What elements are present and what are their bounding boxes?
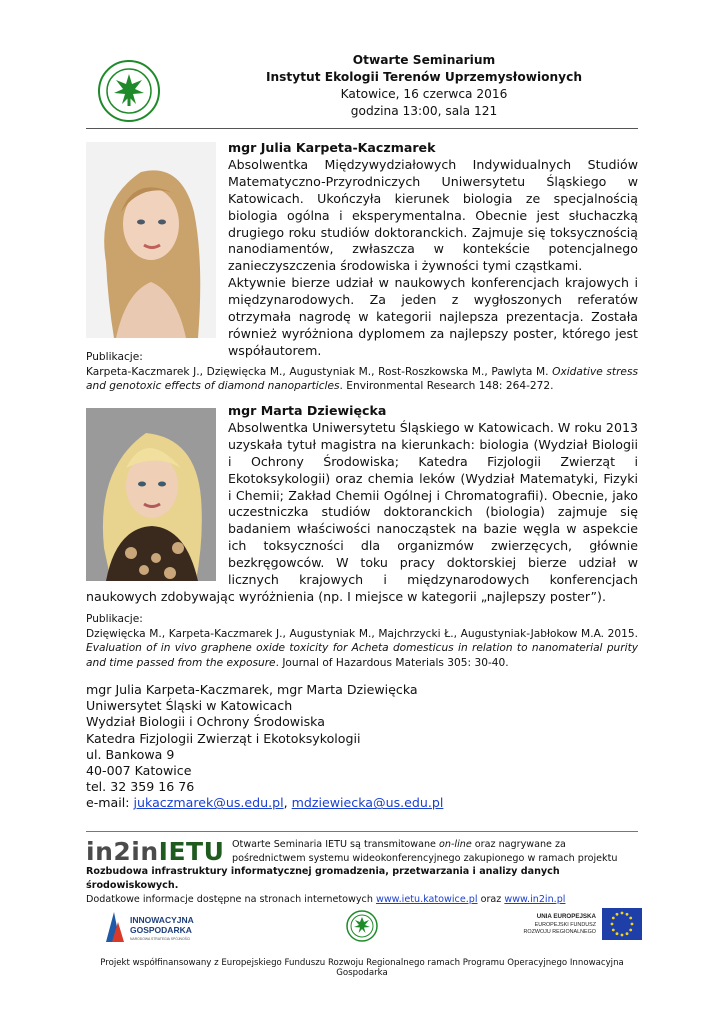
photo-julia-karpeta-kaczmarek — [86, 142, 216, 338]
email-link-julia[interactable]: jukaczmarek@us.edu.pl — [133, 795, 284, 811]
ig-line1: INNOWACYJNA — [130, 915, 194, 925]
brand-part1: in2in — [86, 837, 159, 866]
person-name: mgr Marta Dziewięcka — [228, 403, 387, 418]
publications-label: Publikacje: — [86, 351, 143, 363]
eu-line1: UNIA EUROPEJSKA — [536, 913, 596, 920]
link-ietu[interactable]: www.ietu.katowice.pl — [375, 894, 478, 905]
publications-label: Publikacje: — [86, 613, 143, 625]
footer-online: on-line — [439, 839, 472, 850]
footer-text-b: oraz nagrywane za pośrednictwem systemu wideokonferencyjnego zakupionego w ramach projektu — [232, 839, 618, 864]
brand-part2: IETU — [158, 837, 225, 866]
email-separator: , — [283, 795, 292, 811]
institute-name: Instytut Ekologii Terenów Uprzemysłowionych — [265, 70, 583, 84]
footer-divider — [86, 831, 638, 832]
eu-line3: ROZWOJU REGIONALNEGO — [523, 929, 596, 935]
seminar-header — [200, 52, 648, 120]
contact-faculty: Wydział Biologii i Ochrony Środowiska — [86, 714, 325, 730]
bio-paragraph: Absolwentka Uniwersytetu Śląskiego w Katowicach. W roku 2013 uzyskała tytuł magistra na kierunkach: biologia (Wydział Biologii i Ochrony Środowiska; Katedra Fizjologii Zwierząt i Ekotoksykologii) oraz chemia leków (Wydział Matematyki, Fizyki i Chemii; Zakład Chemii Ogólnej i Chromatografii). Obecnie, jako uczestniczka studiów doktoranckich (biologia) zajmuje się badaniem właściwości nanocząstek na bazie węgla w aspekcie ich toksyczności dla organizmów zwierzęcych, głównie bezkręgowców. W toku pracy doktorskiej bierze udział w licznych krajowych i międzynarodowych konferencjach naukowych zdobywając wyróżnienia (np. I miejsce w kategorii „najlepszy poster”). — [86, 419, 638, 604]
cofinance-note: Projekt współfinansowany z Europejskiego Funduszu Rozwoju Regionalnego ramach Programu Operacyjnego Innowacyjna Gospodarka — [100, 958, 624, 978]
link-separator: oraz — [477, 894, 505, 905]
footer-transmission-note — [232, 838, 642, 866]
email-link-marta[interactable]: mdziewiecka@us.edu.pl — [291, 795, 444, 811]
eu-line2: EUROPEJSKI FUNDUSZ — [534, 922, 596, 928]
ig-line3: NARODOWA STRATEGIA SPÓJNOŚCI — [130, 937, 191, 941]
contact-university: Uniwersytet Śląski w Katowicach — [86, 698, 293, 714]
link-in2in[interactable]: www.in2in.pl — [504, 894, 566, 905]
bio-paragraph: Aktywnie bierze udział w naukowych konferencjach krajowych i międzynarodowych. Za jeden z wygłoszonych referatów otrzymała nagrodę w kategorii najlepsza prezentacja. Została również wyróżniona dyplomem za najlepszy poster, którego jest współautorem. — [228, 275, 638, 358]
innowacyjna-gospodarka-logo — [104, 908, 216, 944]
publication-authors: Karpeta-Kaczmarek J., Dzięwięcka M., Augustyniak M., Rost-Roszkowska M., Pawlyta M. — [86, 365, 553, 378]
ig-line2: GOSPODARKA — [130, 925, 192, 935]
publication-title: Evaluation of in vivo graphene oxide toxicity for Acheta domesticus in relation to nanomaterial purity and time passed from the exposure — [86, 642, 638, 669]
footer-project-info — [86, 865, 646, 907]
bio-marta — [86, 403, 638, 606]
contact-email-line — [86, 795, 506, 811]
contact-street: ul. Bankowa 9 — [86, 746, 175, 762]
contact-department: Katedra Fizjologii Zwierząt i Ekotoksykologii — [86, 730, 361, 746]
seminar-title: Otwarte Seminarium — [352, 53, 496, 67]
publications-julia — [86, 350, 638, 394]
ietu-logo-small — [346, 910, 378, 942]
header-divider — [86, 128, 638, 129]
eu-logo — [500, 906, 644, 944]
person-name: mgr Julia Karpeta-Kaczmarek — [228, 140, 436, 155]
bio-paragraph: Absolwentka Międzywydziałowych Indywidualnych Studiów Matematyczno-Przyrodniczych Uniwersytetu Śląskiego w Katowicach. Ukończyła kierunek biologia ze specjalnością biologia ogólna i eksperymentalna. Obecnie jest słuchaczką drugiego roku studiów doktoranckich. Zajmuje się toksycznością nanodiamentów, zwłaszcza w kontekście potencjalnego zanieczyszczenia środowiska i żywności tymi cząstkami. — [228, 156, 638, 274]
contact-phone: tel. 32 359 16 76 — [86, 779, 195, 795]
publication-journal: . Journal of Hazardous Materials 305: 30-40. — [275, 656, 509, 669]
seminar-time-room: godzina 13:00, sala 121 — [350, 104, 498, 118]
project-title: Rozbudowa infrastruktury informatycznej gromadzenia, przetwarzania i analizy danych środowiskowych. — [86, 866, 560, 891]
contact-city: 40-007 Katowice — [86, 763, 192, 779]
bio-julia — [228, 140, 638, 360]
ietu-logo — [98, 60, 160, 122]
info-text: Dodatkowe informacje dostępne na stronach internetowych — [86, 894, 376, 905]
publication-title: Oxidative stress and genotoxic effects of diamond nanoparticles — [86, 365, 638, 392]
email-label: e-mail: — [86, 795, 134, 811]
seminar-date: Katowice, 16 czerwca 2016 — [340, 87, 508, 101]
publications-marta — [86, 612, 638, 670]
footer-text-a: Otwarte Seminaria IETU są transmitowane — [232, 839, 440, 850]
publication-authors: Dzięwięcka M., Karpeta-Kaczmarek J., Augustyniak M., Majchrzycki Ł., Augustyniak-Jabłokow M.A. 2015. — [86, 627, 638, 640]
contact-names: mgr Julia Karpeta-Kaczmarek, mgr Marta Dziewięcka — [86, 682, 418, 697]
publication-journal: . Environmental Research 148: 264-272. — [339, 380, 554, 392]
in2inietu-logo — [86, 837, 225, 866]
info-line — [86, 893, 646, 907]
contact-block — [86, 682, 506, 812]
